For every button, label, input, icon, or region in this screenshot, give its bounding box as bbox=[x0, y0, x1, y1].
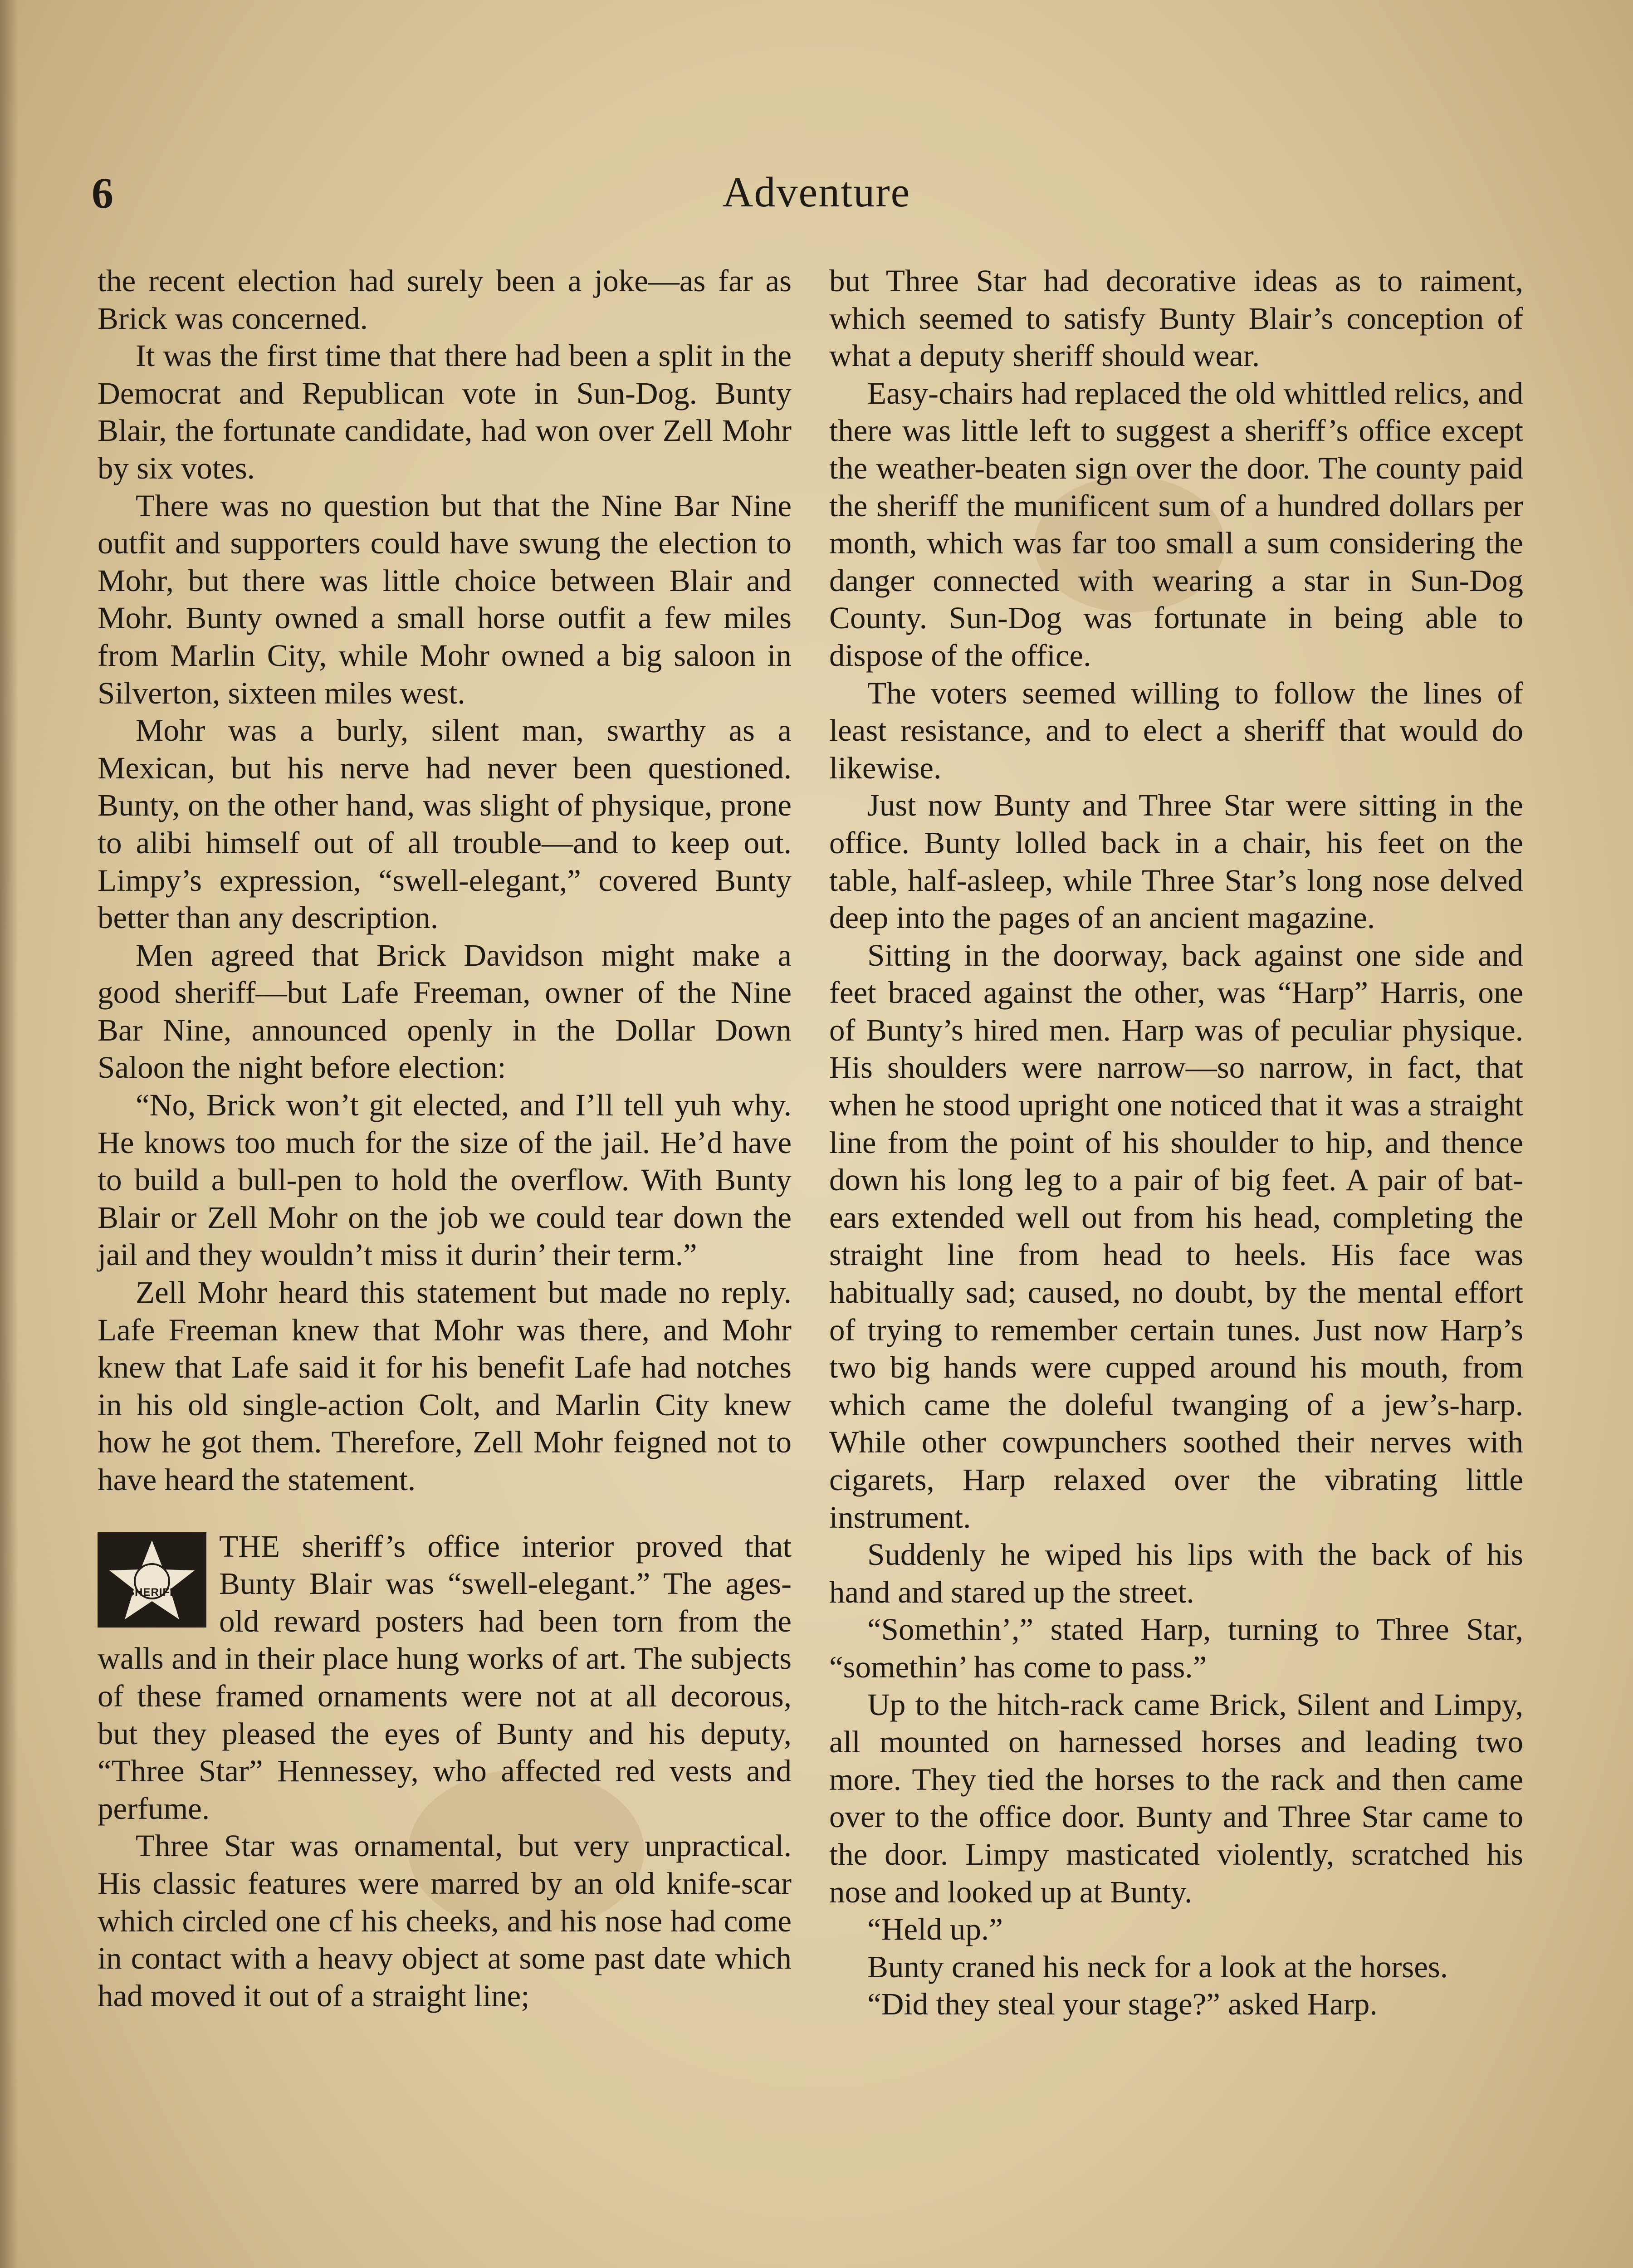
paragraph: “Somethin’,” stated Harp, turning to Three Star, “somethin’ has come to pass.” bbox=[829, 1612, 1523, 1684]
page-number: 6 bbox=[92, 169, 114, 217]
paragraph: Easy-chairs had replaced the old whittled relics, and there was little left to suggest a sheriff’s office except the weather-beaten sign over the door. The county paid the sheriff the munificent sum of a hundred dollars per month, which was far too small a sum considering the danger connected with wearing a star in Sun-Dog County. Sun-Dog was fortunate in being able to dispose of the office. bbox=[829, 376, 1523, 673]
text-column-left bbox=[98, 262, 792, 2014]
paragraph: Zell Mohr heard this statement but made no reply. Lafe Freeman knew that Mohr was there, and Mohr knew that Lafe said it for his benefit Lafe had notches in his old single-action Colt, and Marlin City knew how he got them. Therefore, Zell Mohr feigned not to have heard the statement. bbox=[98, 1275, 792, 1497]
paragraph: Men agreed that Brick Davidson might make a good sheriff—but Lafe Freeman, owner of the Nine Bar Nine, announced openly in the Dollar Down Saloon the night before election: bbox=[98, 938, 792, 1085]
paragraph: “Held up.” bbox=[867, 1912, 1003, 1947]
paragraph: but Three Star had decorative ideas as to raiment, which seemed to satisfy Bunty Blair’s conception of what a deputy sheriff should wear. bbox=[829, 264, 1523, 373]
running-head-title: Adventure bbox=[722, 169, 911, 216]
paragraph-text: THE sheriff’s office interior proved that Bunty Blair was “swell-elegant.” The ages-old reward posters had been torn from the walls and in their place hung works of art. The subjects of these framed ornaments were not at all decorous, but they pleased the eyes of Bunty and his deputy, “Three Star” Hennessey, who affected red vests and perfume. bbox=[98, 1529, 792, 1826]
paragraph: “Did they steal your stage?” asked Harp. bbox=[867, 1987, 1378, 2022]
page-edge-shadow bbox=[0, 0, 18, 2268]
paragraph: Up to the hitch-rack came Brick, Silent and Limpy, all mounted on harnessed horses and leading two more. They tied the horses to the rack and then came over to the office door. Bunty and Three Star came to the door. Limpy masticated violently, scratched his nose and looked up at Bunty. bbox=[829, 1687, 1523, 1909]
paragraph: Just now Bunty and Three Star were sitting in the office. Bunty lolled back in a chair, his feet on the table, half-asleep, while Three Star’s long nose delved deep into the pages of an ancient magazine. bbox=[829, 788, 1523, 935]
paragraph: Bunty craned his neck for a look at the horses. bbox=[867, 1949, 1448, 1984]
paragraph: Mohr was a burly, silent man, swarthy as a Mexican, but his nerve had never been questioned. Bunty, on the other hand, was slight of physique, prone to alibi himself out of all trouble—and to keep out. Limpy’s expression, “swell-elegant,” covered Bunty better than any description. bbox=[98, 713, 792, 935]
paragraph: “No, Brick won’t git elected, and I’ll tell yuh why. He knows too much for the size of the jail. He’d have to build a bull-pen to hold the overflow. With Bunty Blair or Zell Mohr on the job we could tear down the jail and they wouldn’t miss it durin’ their term.” bbox=[98, 1088, 792, 1272]
section-opening-paragraph bbox=[98, 1528, 792, 1828]
paragraph: There was no question but that the Nine Bar Nine outfit and supporters could have swung the election to Mohr, but there was little choice between Blair and Mohr. Bunty owned a small horse outfit a few miles from Marlin City, while Mohr owned a big saloon in Silverton, sixteen miles west. bbox=[98, 488, 792, 710]
paragraph: The voters seemed willing to follow the lines of least resistance, and to elect a sheriff that would do likewise. bbox=[829, 675, 1523, 785]
text-column-right bbox=[829, 262, 1523, 2023]
paragraph: Three Star was ornamental, but very unpractical. His classic features were marred by an old knife-scar which circled one cf his cheeks, and his nose had come in contact with a heavy object at some past date which had moved it out of a straight line; bbox=[98, 1828, 792, 2013]
sheriff-star-icon bbox=[98, 1532, 206, 1628]
paragraph: It was the first time that there had been a split in the Democrat and Republican vote in Sun-Dog. Bunty Blair, the fortunate candidate, had won over Zell Mohr by six votes. bbox=[98, 338, 792, 485]
paragraph: Suddenly he wiped his lips with the back of his hand and stared up the street. bbox=[829, 1537, 1523, 1609]
badge-label: SHERIFF bbox=[127, 1586, 177, 1598]
paragraph: Sitting in the doorway, back against one side and feet braced against the other, was “Harp” Harris, one of Bunty’s hired men. Harp was of peculiar physique. His shoulders were narrow—so narrow, in fact, that when he stood upright one noticed that it was a straight line from the point of his shoulder to hip, and thence down his long leg to a pair of big feet. A pair of bat-ears extended well out from his head, completing the straight line from head to heels. His face was habitually sad; caused, no doubt, by the mental effort of trying to remember certain tunes. Just now Harp’s two big hands were cupped around his mouth, from which came the doleful twanging of a jew’s-harp. While other cowpunchers soothed their nerves with cigarets, Harp relaxed over the vibrating little instrument. bbox=[829, 938, 1523, 1535]
paragraph: the recent election had surely been a joke—as far as Brick was concerned. bbox=[98, 264, 792, 336]
